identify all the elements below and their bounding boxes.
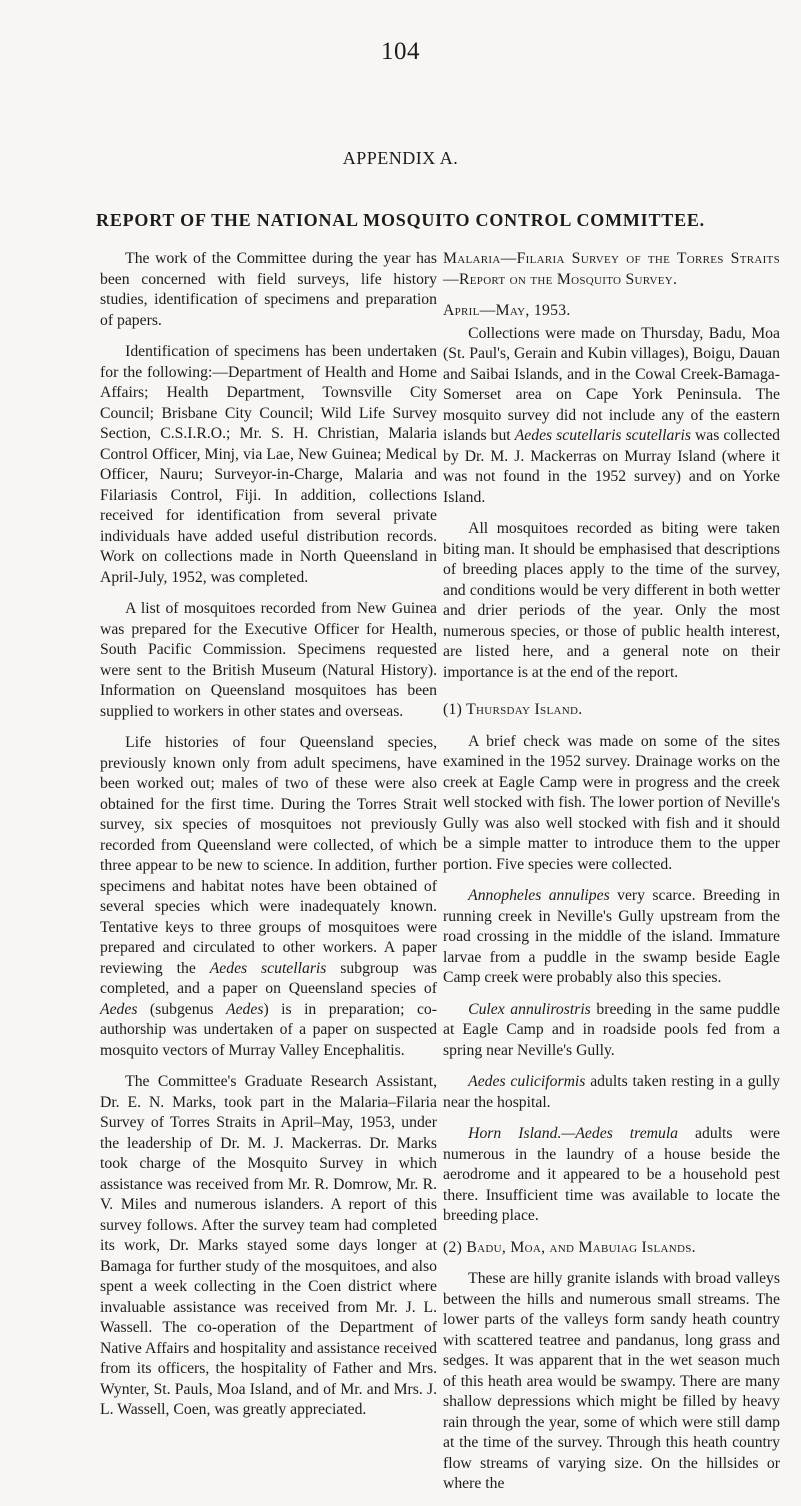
report-title: REPORT OF THE NATIONAL MOSQUITO CONTROL COMMITTEE.	[96, 210, 705, 230]
text-segment: adults were numerous in the laundry of a house beside the aerodrome and it appeared to be a household pest there. Insufficient time was available to locate the breeding place.	[443, 1125, 781, 1224]
text-segment: Life histories of four Queensland species, previously known only from adult specimens, have been worked out; males of two of these were also obtained for the first time. During the Torres Strait survey, six species of mosquitoes not previously recorded from Queensland were collected, of which three appear to be new to science. In addition, further specimens and habitat notes have been obtained of several species which were inadequately known. Tentative keys to three groups of mosquitoes were prepared and circulated to other workers. A paper reviewing the	[100, 734, 437, 977]
genus-name: Aedes	[100, 1000, 138, 1018]
section-heading-badu-moa-mabuiag: (2) Badu, Moa, and Mabuiag Islands.	[443, 1238, 696, 1256]
paragraph-collections	[443, 324, 780, 509]
species-name: Culex annulirostris	[468, 1000, 591, 1018]
paragraph-hilly-islands: These are hilly granite islands with broad valleys between the hills and numerous small streams. The lower parts of the valleys form sandy heath country with scattered teatree and pandanus, long grass and sedges. It was apparent that in the wet season much of this heath area would be swampy. There are many shallow depressions which might be filled by heavy rain through the year, some of which were still damp at the time of the survey. Through this heath country flow streams of varying size. On the hillsides or where the	[443, 1270, 780, 1492]
survey-date-heading: April—May, 1953.	[443, 302, 571, 319]
paragraph-research-assistant: The Committee's Graduate Research Assistant, Dr. E. N. Marks, took part in the Malaria–Filaria Survey of Torres Straits in April–May, 1953, under the leadership of Dr. M. J. Mackerras. Dr. Marks took charge of the Mosquito Survey in which assistance was received from Mr. R. Domrow, Mr. R. V. Miles and numerous islanders. A report of this survey follows. After the survey team had completed its work, Dr. Marks stayed some days longer at Bamaga for further study of the mosquitoes, and also spent a week collecting in the Coen district where invaluable assistance was received from Mr. J. L. Wassell. The co-operation of the Department of Native Affairs and hospitality and assistance received from its officers, the hospitality of Father and Mrs. Wynter, St. Pauls, Moa Island, and of Mr. and Mrs. J. L. Wassell, Coen, was greatly appreciated.	[100, 1073, 437, 1418]
text-segment: adults taken resting in a gully near the hospital.	[443, 1073, 780, 1111]
right-column	[443, 249, 780, 1506]
paragraph-identification: Identification of specimens has been undertaken for the following:—Department of Health and Home Affairs; Health Department, Townsville City Council; Brisbane City Council; Wild Life Survey Section, C.S.I.R.O.; Mr. S. H. Christian, Malaria Control Officer, Minj, via Lae, New Guinea; Medical Officer, Nauru; Surveyor-in-Charge, Malaria and Filariasis Control, Fiji. In addition, collections received for identification from several private individuals have added useful distribution records. Work on collections made in North Queensland in April-July, 1952, was completed.	[100, 343, 437, 586]
paragraph-culex	[443, 1000, 780, 1062]
paragraph-aedes-culiciformis	[443, 1072, 780, 1113]
species-name: Aedes culiciformis	[468, 1073, 586, 1090]
place-name: Horn Island.	[468, 1125, 562, 1142]
paragraph-life-histories	[100, 733, 437, 1061]
text-segment: very scarce. Breeding in running creek in Neville's Gully upstream from the road crossing in the middle of the island. Immature larvae from a puddle in the swamp beside Eagle Camp creek were probably also this species.	[443, 887, 781, 986]
species-name: Annopheles annulipes	[468, 887, 610, 904]
paragraph-biting-note: All mosquitoes recorded as biting were taken biting man. It should be emphasised that descriptions of breeding places apply to the time of the survey, and conditions would be very different in both wetter and drier periods of the year. Only the most numerous species, or those of public health interest, are listed here, and a general note on their importance is at the end of the report.	[443, 520, 780, 681]
paragraph-committee-work: The work of the Committee during the year has been concerned with field surveys, life history studies, identification of specimens and preparation of papers.	[100, 250, 437, 329]
text-segment: Collections were made on Thursday, Badu, Moa (St. Paul's, Gerain and Kubin villages), Boigu, Dauan and Saibai Islands, and in the Cowal Creek-Bamaga-Somerset area on Cape York Peninsula. The mosquito survey did not include any of the eastern islands but	[443, 324, 780, 444]
text-segment: (subgenus	[137, 1000, 226, 1018]
paragraph-anopheles	[443, 886, 780, 989]
species-name: Aedes scutellaris	[209, 959, 327, 977]
text-segment: breeding in the same puddle at Eagle Camp and in roadside pools fed from a spring near Neville's Gully.	[443, 1000, 780, 1059]
section-heading-thursday-island: (1) Thursday Island.	[443, 701, 583, 718]
appendix-label: APPENDIX A.	[342, 148, 459, 168]
species-name: Aedes scutellaris scutellaris	[514, 427, 691, 444]
page-number: 104	[381, 38, 420, 65]
text-segment: subgroup was completed, and a paper on Queensland species of	[100, 959, 437, 997]
text-segment: ) is in preparation; co-authorship was undertaken of a paper on suspected mosquito vectors of Murray Valley Encephalitis.	[100, 1000, 437, 1059]
subgenus-name: Aedes	[226, 1000, 264, 1018]
text-segment: was collected by Dr. M. J. Mackerras on Murray Island (where it was not found in the 1952 survey) and on Yorke Island.	[443, 427, 781, 506]
left-column	[100, 249, 437, 1432]
paragraph-horn-island	[443, 1124, 780, 1227]
paragraph-thursday-check: A brief check was made on some of the sites examined in the 1952 survey. Drainage works on the creek at Eagle Camp were in progress and the creek well stocked with fish. The lower portion of Neville's Gully was also well stocked with fish and it should be a simple matter to introduce them to the upper portion. Five species were collected.	[443, 732, 780, 873]
species-name: —Aedes tremula	[561, 1125, 679, 1142]
survey-heading: Malaria—Filaria Survey of the Torres Straits—Report on the Mosquito Survey.	[443, 250, 780, 288]
paragraph-new-guinea-list: A list of mosquitoes recorded from New Guinea was prepared for the Executive Officer for Health, South Pacific Commission. Specimens requested were sent to the British Museum (Natural History). Information on Queensland mosquitoes has been supplied to workers in other states and overseas.	[100, 600, 437, 720]
